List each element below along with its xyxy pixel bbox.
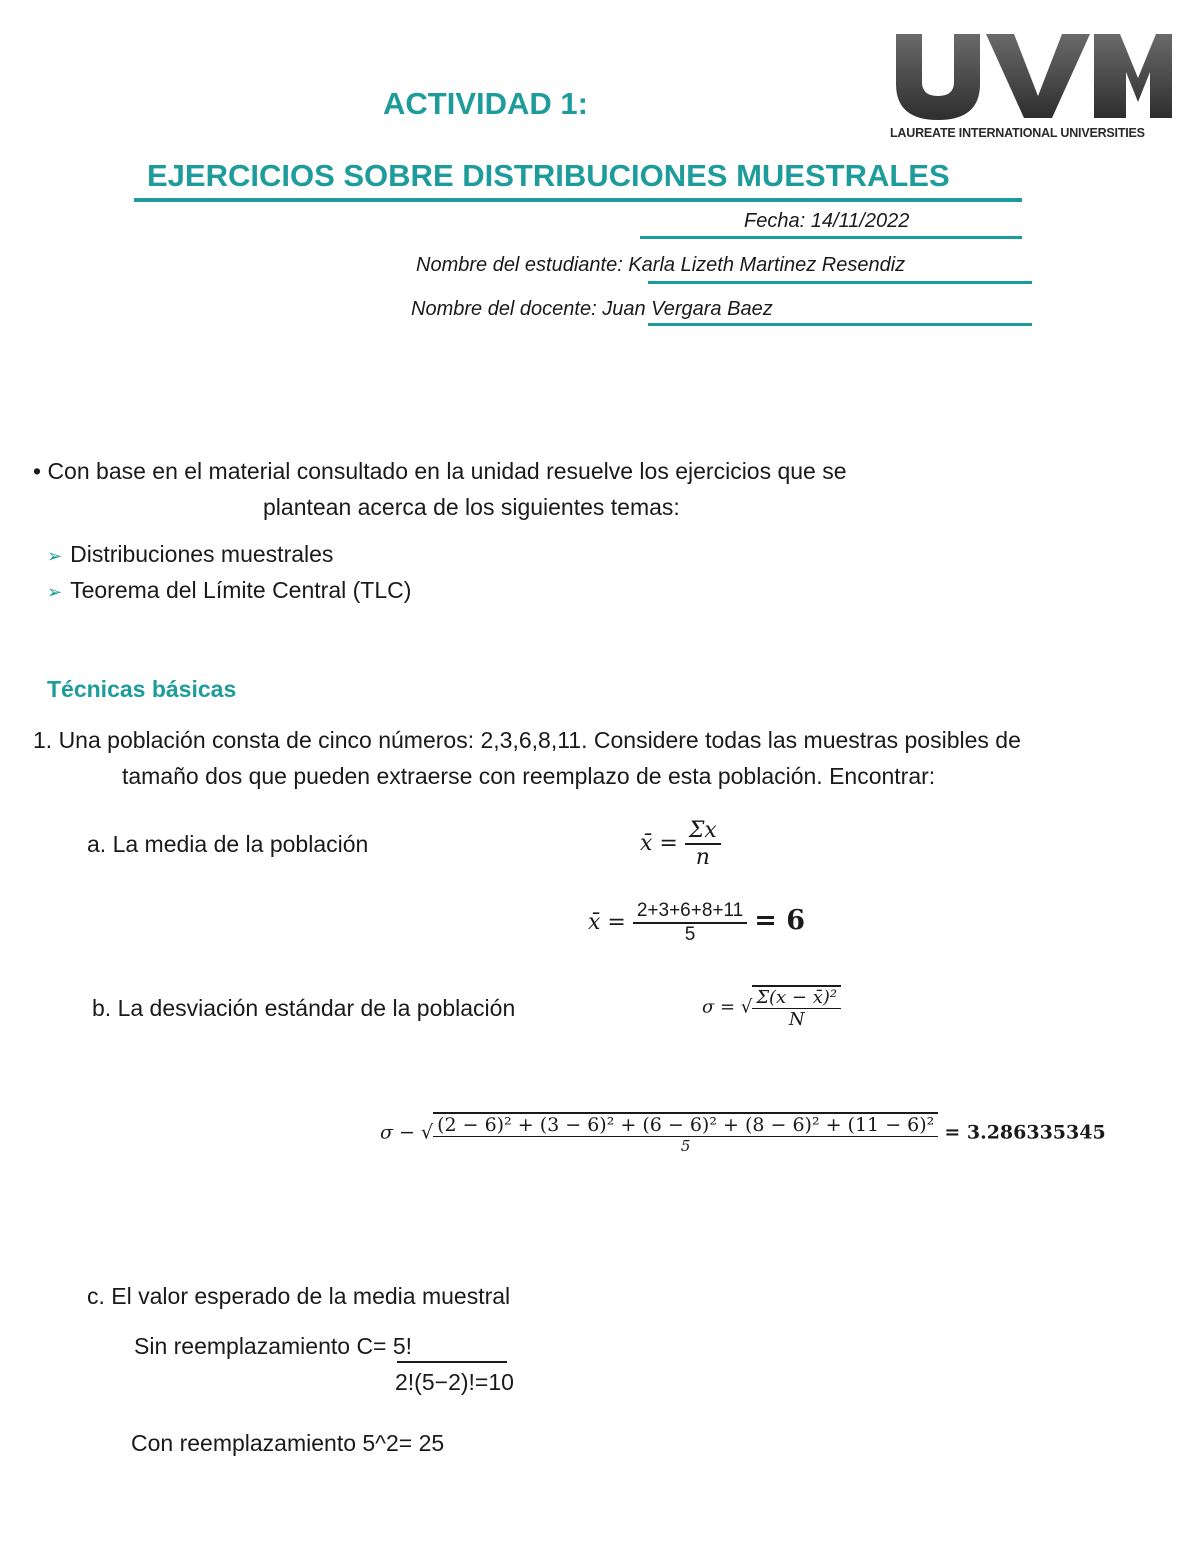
question-b: b. La desviación estándar de la población xyxy=(92,995,516,1021)
student-name-field: Nombre del estudiante: Karla Lizeth Martinez Resendiz xyxy=(416,254,906,276)
question-c: c. El valor esperado de la media muestral xyxy=(87,1283,511,1309)
fraction-bar xyxy=(397,1361,507,1363)
topic-item xyxy=(47,541,333,568)
question-1-line-1: 1. Una población consta de cinco números: 2,3,6,8,11. Considere todas las muestras posibles de xyxy=(33,727,1021,753)
question-a: a. La media de la población xyxy=(87,831,369,857)
date-underline xyxy=(640,236,1022,239)
formula-denominator: 5 xyxy=(680,1137,691,1155)
sqrt-icon: √ xyxy=(740,996,753,1018)
formula-fraction xyxy=(752,985,841,1030)
arrow-bullet-icon: ➢ xyxy=(47,546,63,566)
formula-lhs: σ = xyxy=(702,996,736,1018)
page-title: EJERCICIOS SOBRE DISTRIBUCIONES MUESTRALES xyxy=(147,158,950,193)
sqrt-icon: √ xyxy=(420,1121,434,1144)
formula-result: = 6 xyxy=(754,905,806,936)
without-replacement-denominator: 2!(5−2)!=10 xyxy=(395,1369,514,1395)
mean-formula xyxy=(640,818,721,870)
formula-lhs: x̄ xyxy=(588,910,601,935)
formula-denominator: 5 xyxy=(684,924,696,945)
arrow-bullet-icon: ➢ xyxy=(47,582,63,602)
without-replacement-label: Sin reemplazamiento C= 5! xyxy=(134,1333,413,1359)
formula-denominator: n xyxy=(695,845,710,870)
section-title: Técnicas básicas xyxy=(47,676,237,702)
intro-line-2: plantean acerca de los siguientes temas: xyxy=(263,494,680,520)
question-1-line-2: tamaño dos que pueden extraerse con reemplazo de esta población. Encontrar: xyxy=(122,763,936,789)
formula-numerator: 2+3+6+8+11 xyxy=(636,900,744,921)
formula-numerator: (2 − 6)² + (3 − 6)² + (6 − 6)² + (8 − 6)² + (11 − 6)² xyxy=(433,1112,938,1136)
teacher-underline xyxy=(648,323,1032,326)
formula-fraction xyxy=(685,818,721,870)
formula-fraction xyxy=(633,900,747,946)
formula-result: = 3.286335345 xyxy=(944,1121,1106,1144)
title-underline xyxy=(134,198,1022,202)
intro-line-1: • Con base en el material consultado en la unidad resuelve los ejercicios que se xyxy=(33,458,847,484)
topic-label: Teorema del Límite Central (TLC) xyxy=(70,577,412,603)
date-field: Fecha: 14/11/2022 xyxy=(744,210,910,232)
teacher-name-field: Nombre del docente: Juan Vergara Baez xyxy=(411,298,773,320)
mean-calculation xyxy=(588,900,805,946)
std-dev-formula xyxy=(702,985,841,1030)
student-underline xyxy=(648,281,1032,284)
topic-label: Distribuciones muestrales xyxy=(70,541,334,567)
formula-numerator: Σ(x − x̄)² xyxy=(752,985,841,1008)
logo-subtitle: LAUREATE INTERNATIONAL UNIVERSITIES xyxy=(890,126,1145,140)
formula-equals: = xyxy=(659,831,678,856)
formula-lhs: σ − xyxy=(380,1121,415,1144)
formula-equals: = xyxy=(607,910,626,935)
formula-denominator: N xyxy=(788,1009,805,1030)
activity-title: ACTIVIDAD 1: xyxy=(383,86,588,121)
std-dev-calculation xyxy=(380,1112,1106,1155)
formula-lhs: x̄ xyxy=(640,831,653,856)
topic-item xyxy=(47,577,411,604)
with-replacement-label: Con reemplazamiento 5^2= 25 xyxy=(131,1430,445,1456)
formula-numerator: Σx xyxy=(688,818,717,843)
formula-fraction xyxy=(433,1112,938,1155)
